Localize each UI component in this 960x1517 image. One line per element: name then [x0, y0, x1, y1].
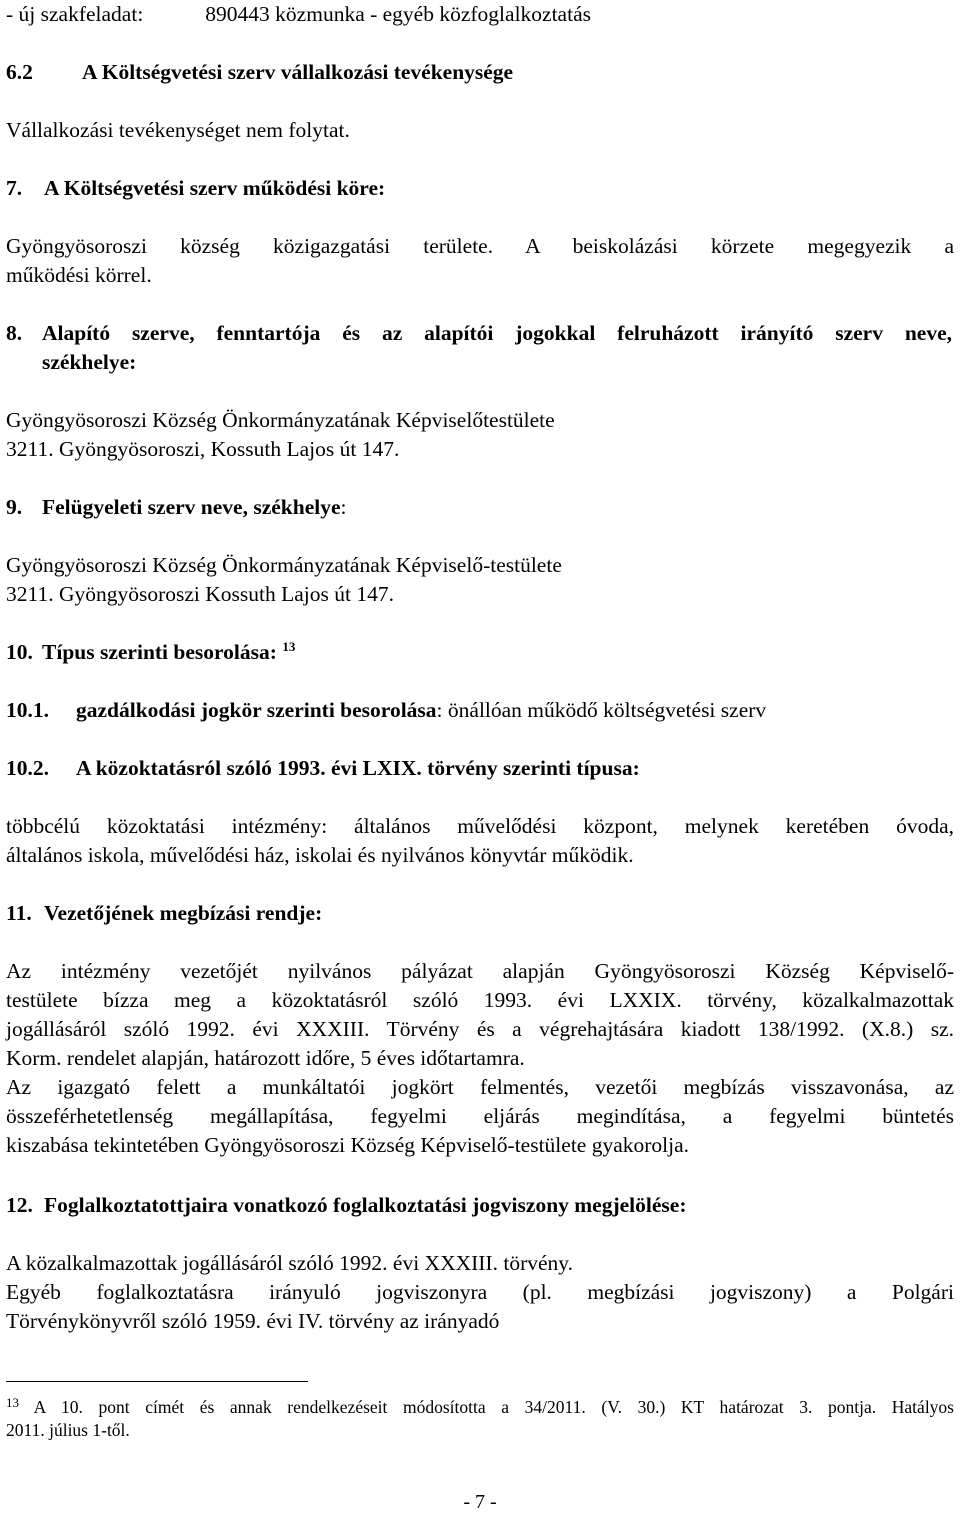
section-number: 11.	[6, 901, 32, 925]
section-title: A Költségvetési szerv vállalkozási tevékenysége	[82, 60, 514, 84]
section-number: 9.	[6, 495, 23, 519]
section-8-line-2: 3211. Gyöngyösoroszi, Kossuth Lajos út 147.	[6, 437, 400, 461]
footnote-line-2: 2011. július 1-től.	[6, 1420, 130, 1440]
section-12-line-1: A közalkalmazottak jogállásáról szóló 1992. évi XXXIII. törvény.	[6, 1251, 573, 1275]
footnote-number: 13	[6, 1395, 19, 1410]
section-9-line-1: Gyöngyösoroszi Község Önkormányzatának Képviselő-testülete	[6, 553, 562, 577]
section-11-heading	[6, 899, 954, 928]
footnote-text-1: A 10. pont címét és annak rendelkezéseit módosította a 34/2011. (V. 30.) KT határozat 3. pontja. Hatályos	[33, 1397, 954, 1417]
section-number: 10.	[6, 640, 33, 664]
header-value: 890443 közmunka - egyéb közfoglalkoztatás	[205, 2, 591, 26]
footnote-line-1	[6, 1396, 954, 1418]
section-9-line-2: 3211. Gyöngyösoroszi Kossuth Lajos út 147.	[6, 582, 394, 606]
section-7-heading	[6, 174, 954, 203]
section-10-heading	[6, 638, 954, 667]
section-8-title-line-2: székhelye:	[42, 350, 137, 374]
section-11-line-4: Korm. rendelet alapján, határozott időre, 5 éves időtartamra.	[6, 1046, 525, 1070]
header-label: - új szakfeladat:	[6, 2, 144, 26]
section-number: 6.2	[6, 60, 33, 84]
section-title: Vezetőjének megbízási rendje:	[44, 901, 323, 925]
page-number: - 7 -	[463, 1491, 497, 1513]
section-text: : önállóan működő költségvetési szerv	[436, 698, 767, 722]
section-8-heading	[6, 319, 954, 348]
section-10-2-line-1: többcélú közoktatási intézmény: általános művelődési központ, melynek keretében óvoda,	[6, 814, 954, 838]
section-title: Foglalkoztatottjaira vonatkozó foglalkoztatási jogviszony megjelölése:	[44, 1193, 687, 1217]
section-title: A Költségvetési szerv működési köre:	[44, 176, 386, 200]
section-number: 10.2.	[6, 756, 49, 780]
section-7-line-2: működési körrel.	[6, 263, 152, 287]
section-11-line-5: Az igazgató felett a munkáltatói jogkört felmentés, vezetői megbízás visszavonása, az	[6, 1075, 954, 1099]
section-number: 7.	[6, 176, 23, 200]
section-number: 8.	[6, 321, 23, 345]
footnote-rule	[6, 1381, 308, 1382]
section-title-line-1: Alapító szerve, fenntartója és az alapítói jogokkal felruházott irányító szerv neve,	[42, 321, 952, 345]
section-11-line-7: kiszabása tekintetében Gyöngyösoroszi Község Képviselő-testülete gyakorolja.	[6, 1133, 690, 1157]
section-11-line-6: összeférhetetlenség megállapítása, fegyelmi eljárás megindítása, a fegyelmi büntetés	[6, 1104, 954, 1128]
header-line	[6, 0, 954, 29]
section-title: gazdálkodási jogkör szerinti besorolása	[76, 698, 437, 722]
section-12-heading	[6, 1191, 954, 1220]
section-10-1-line	[6, 696, 954, 725]
footnote-ref[interactable]: 13	[282, 639, 296, 654]
section-title: Felügyeleti szerv neve, székhelye	[42, 495, 341, 519]
section-12-line-3: Törvénykönyvről szóló 1959. évi IV. törvény az irányadó	[6, 1309, 500, 1333]
section-10-2-heading	[6, 754, 954, 783]
section-11-line-1: Az intézmény vezetőjét nyilvános pályázat alapján Gyöngyösoroszi Község Képviselő-	[6, 959, 954, 983]
section-9-heading	[6, 493, 954, 522]
section-number: 10.1.	[6, 698, 49, 722]
section-title: A közoktatásról szóló 1993. évi LXIX. törvény szerinti típusa:	[76, 756, 640, 780]
section-title: Típus szerinti besorolása:	[42, 640, 277, 664]
section-6-2-text: Vállalkozási tevékenységet nem folytat.	[6, 118, 350, 142]
section-number: 12.	[6, 1193, 33, 1217]
section-7-line-1: Gyöngyösoroszi község közigazgatási területe. A beiskolázási körzete megegyezik a	[6, 234, 954, 258]
section-6-2-heading	[6, 58, 954, 87]
section-12-line-2: Egyéb foglalkoztatásra irányuló jogviszonyra (pl. megbízási jogviszony) a Polgári	[6, 1280, 954, 1304]
section-8-line-1: Gyöngyösoroszi Község Önkormányzatának Képviselőtestülete	[6, 408, 555, 432]
section-11-line-2: testülete bízza meg a közoktatásról szóló 1993. évi LXXIX. törvény, közalkalmazottak	[6, 988, 954, 1012]
section-10-2-line-2: általános iskola, művelődési ház, iskolai és nyilvános könyvtár működik.	[6, 843, 634, 867]
section-11-line-3: jogállásáról szóló 1992. évi XXXIII. Törvény és a végrehajtására kiadott 138/1992. (X.8.) sz.	[6, 1017, 954, 1041]
section-title-colon: :	[340, 495, 347, 519]
